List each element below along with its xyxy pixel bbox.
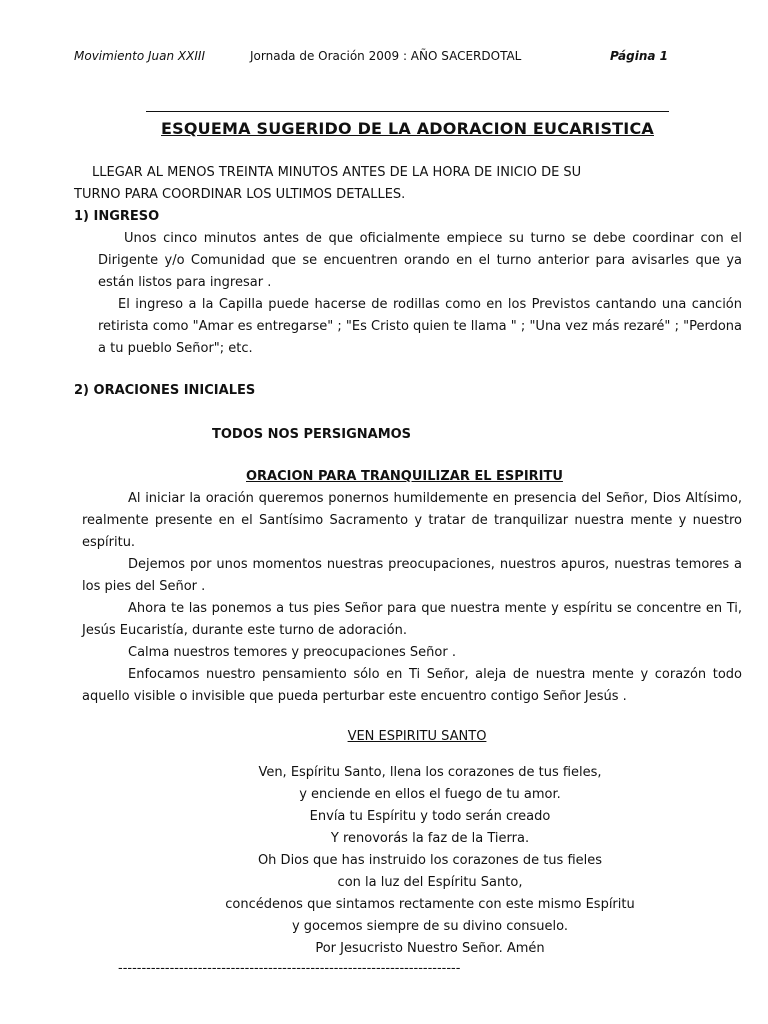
prayer-paragraph: Enfocamos nuestro pensamiento sólo en Ti Señor, aleja de nuestra mente y corazón todo aquello visible o invisible que pueda perturbar este encuentro contigo Señor Jesús . bbox=[82, 667, 742, 704]
section-2-heading: 2) ORACIONES INICIALES bbox=[74, 383, 256, 398]
header-event: Jornada de Oración 2009 : AÑO SACERDOTAL bbox=[250, 49, 522, 63]
prayer-line: Por Jesucristo Nuestro Señor. Amén bbox=[315, 941, 545, 956]
persignamos-heading: TODOS NOS PERSIGNAMOS bbox=[212, 427, 412, 442]
prayer-line: con la luz del Espíritu Santo, bbox=[337, 875, 523, 890]
prayer-paragraph: Al iniciar la oración queremos ponernos humildemente en presencia del Señor, Dios Altísimo, realmente presente en el Santísimo Sacramento y tratar de tranquilizar nuestra mente y nuestro espíritu. bbox=[82, 491, 742, 550]
prayer-line: Oh Dios que has instruido los corazones de tus fieles bbox=[257, 853, 603, 868]
prayer-paragraph: Ahora te las ponemos a tus pies Señor para que nuestra mente y espíritu se concentre en Ti, Jesús Eucaristía, durante este turno de adoración. bbox=[82, 601, 742, 638]
prayer-line: y gocemos siempre de su divino consuelo. bbox=[291, 919, 569, 934]
prayer-line: concédenos que sintamos rectamente con este mismo Espíritu bbox=[225, 897, 635, 912]
prayer-line: Envía tu Espíritu y todo serán creado bbox=[309, 809, 551, 824]
prayer-line: y enciende en ellos el fuego de tu amor. bbox=[299, 787, 561, 802]
section-1-paragraph-2: El ingreso a la Capilla puede hacerse de rodillas como en los Previstos cantando una canción retirista como "Amar es entregarse" ; "Es Cristo quien te llama " ; "Una vez más rezaré" ; "Perdona a tu pueblo Señor"; etc. bbox=[98, 297, 742, 356]
prayer-paragraph: Dejemos por unos momentos nuestras preocupaciones, nuestros apuros, nuestras temores a los pies del Señor . bbox=[82, 557, 742, 594]
prayer-paragraph: Calma nuestros temores y preocupaciones Señor . bbox=[128, 645, 456, 660]
header-page-number: Página 1 bbox=[610, 49, 668, 63]
prayer-title: ORACION PARA TRANQUILIZAR EL ESPIRITU bbox=[246, 469, 563, 484]
document-title: ESQUEMA SUGERIDO DE LA ADORACION EUCARISTICA bbox=[161, 119, 654, 138]
section-1-heading: 1) INGRESO bbox=[74, 209, 160, 224]
title-rule bbox=[146, 111, 669, 112]
prayer-line: Ven, Espíritu Santo, llena los corazones de tus fieles, bbox=[258, 765, 602, 780]
ven-espiritu-prayer bbox=[160, 762, 700, 960]
intro-line-1: LLEGAR AL MENOS TREINTA MINUTOS ANTES DE LA HORA DE INICIO DE SU bbox=[92, 165, 582, 180]
prayer-line: Y renovorás la faz de la Tierra. bbox=[330, 831, 530, 846]
header-organization: Movimiento Juan XXIII bbox=[74, 49, 205, 63]
ven-espiritu-title: VEN ESPIRITU SANTO bbox=[347, 729, 487, 744]
prayer-paragraphs bbox=[82, 488, 742, 708]
dashed-separator: ------------------------------------------------------------------------- bbox=[118, 961, 461, 976]
section-1-paragraph-1: Unos cinco minutos antes de que oficialmente empiece su turno se debe coordinar con el Dirigente y/o Comunidad que se encuentren orando en el turno anterior para avisarles que ya están listos para ingresar . bbox=[98, 231, 742, 290]
intro-line-2: TURNO PARA COORDINAR LOS ULTIMOS DETALLES. bbox=[74, 187, 406, 202]
